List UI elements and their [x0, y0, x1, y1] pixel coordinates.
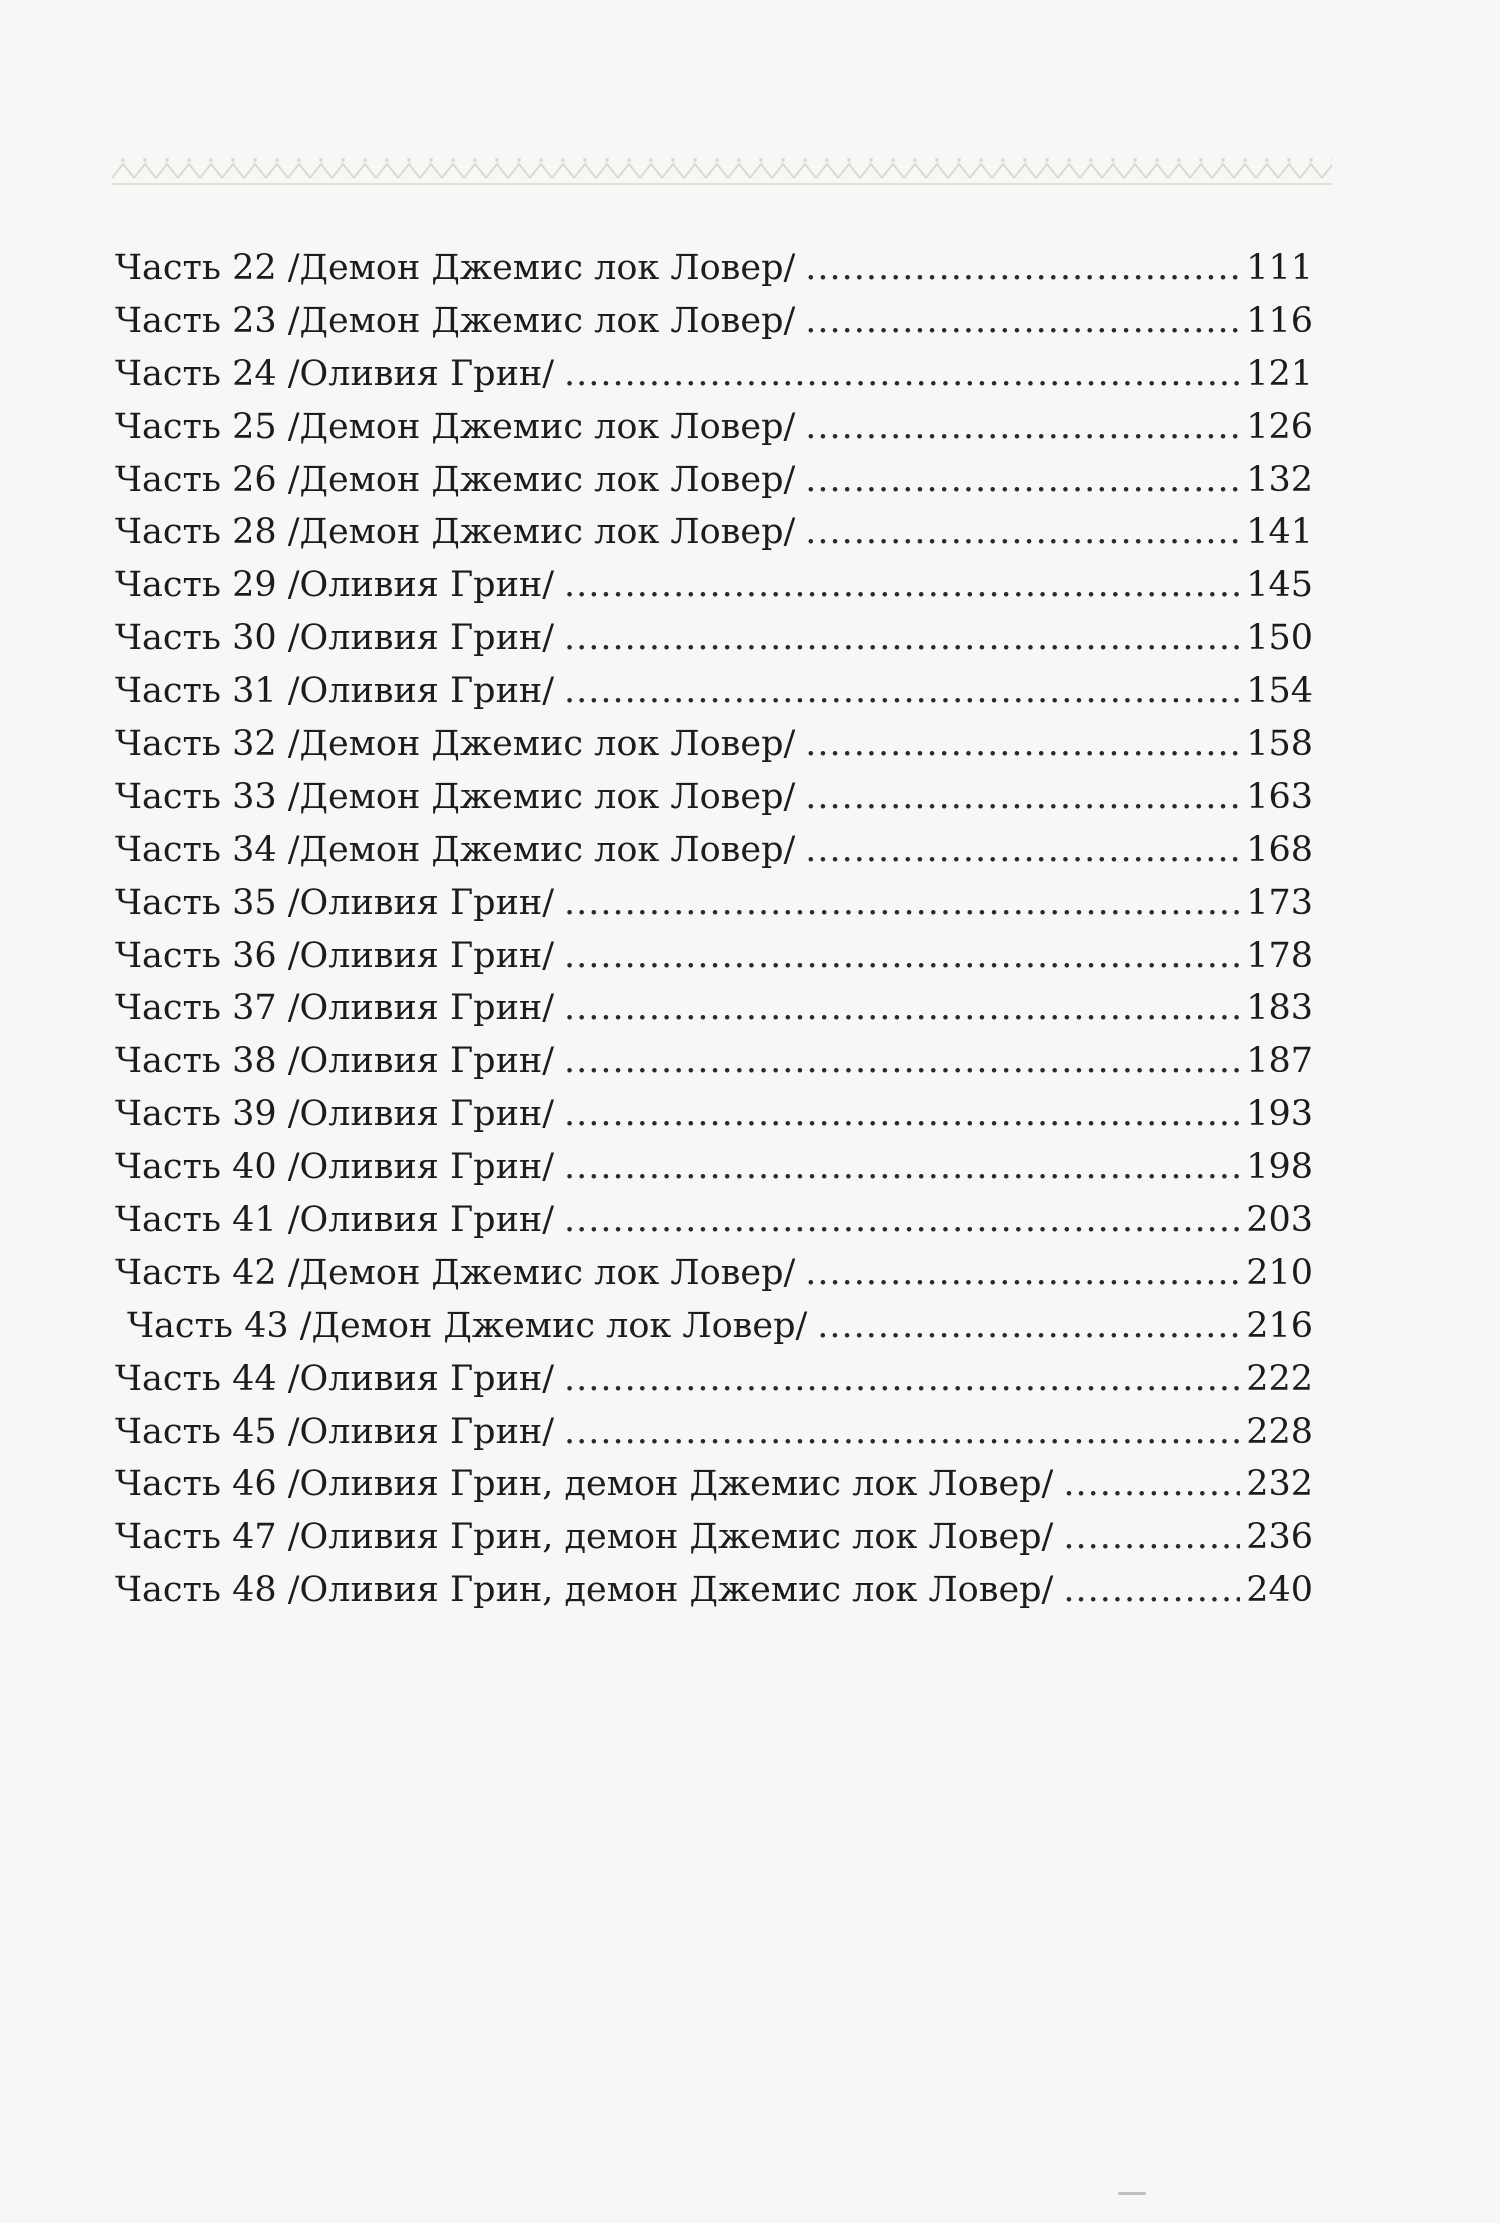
- toc-entry-page-number: 168: [1246, 829, 1313, 870]
- toc-dot-leader: [564, 1406, 1240, 1459]
- ornament-icon: [112, 150, 1332, 188]
- toc-entry-page-number: 193: [1246, 1094, 1313, 1135]
- toc-dot-leader: [1063, 1458, 1240, 1511]
- toc-entry: [115, 1511, 1313, 1564]
- toc-entry-label: Часть 32 /Демон Джемис лок Ловер/: [115, 724, 796, 765]
- toc-dot-leader: [805, 771, 1240, 824]
- toc-dot-leader: [805, 401, 1240, 454]
- toc-entry: [115, 1035, 1313, 1088]
- toc-entry-label: Часть 45 /Оливия Грин/: [115, 1411, 555, 1452]
- toc-entry-label: Часть 37 /Оливия Грин/: [115, 988, 555, 1029]
- toc-entry-page-number: 132: [1246, 459, 1313, 500]
- toc-dot-leader: [564, 1353, 1240, 1406]
- toc-entry-label: Часть 25 /Демон Джемис лок Ловер/: [115, 406, 796, 447]
- toc-entry: [115, 665, 1313, 718]
- toc-entry-page-number: 240: [1246, 1570, 1313, 1611]
- toc-entry-label: Часть 38 /Оливия Грин/: [115, 1041, 555, 1082]
- toc-dot-leader: [805, 454, 1240, 507]
- toc-entry-label: Часть 43 /Демон Джемис лок Ловер/: [127, 1305, 808, 1346]
- toc-dot-leader: [564, 982, 1240, 1035]
- toc-entry: [115, 506, 1313, 559]
- toc-entry: [115, 1564, 1313, 1617]
- toc-entry: [115, 295, 1313, 348]
- table-of-contents: [115, 242, 1313, 1617]
- toc-dot-leader: [564, 877, 1240, 930]
- toc-entry: [115, 454, 1313, 507]
- toc-dot-leader: [564, 1141, 1240, 1194]
- toc-entry-page-number: 111: [1246, 248, 1313, 288]
- toc-dot-leader: [805, 1247, 1240, 1300]
- toc-entry-label: Часть 42 /Демон Джемис лок Ловер/: [115, 1252, 796, 1293]
- toc-entry-page-number: 203: [1246, 1200, 1313, 1241]
- toc-entry-label: Часть 47 /Оливия Грин, демон Джемис лок Ловер/: [115, 1517, 1054, 1558]
- toc-entry-label: Часть 29 /Оливия Грин/: [115, 565, 555, 606]
- toc-entry-label: Часть 36 /Оливия Грин/: [115, 935, 555, 976]
- toc-entry: [115, 1300, 1313, 1353]
- toc-entry: [115, 1458, 1313, 1511]
- toc-entry-label: Часть 26 /Демон Джемис лок Ловер/: [115, 459, 796, 500]
- toc-dot-leader: [805, 506, 1240, 559]
- decorative-header-ornament: [112, 150, 1332, 188]
- toc-entry: [115, 401, 1313, 454]
- toc-entry: [115, 348, 1313, 401]
- toc-entry-label: Часть 24 /Оливия Грин/: [115, 353, 555, 394]
- toc-entry-page-number: 154: [1246, 671, 1313, 712]
- toc-entry-label: Часть 22 /Демон Джемис лок Ловер/: [115, 248, 796, 288]
- toc-entry-label: Часть 28 /Демон Джемис лок Ловер/: [115, 512, 796, 553]
- toc-dot-leader: [1063, 1511, 1240, 1564]
- toc-dot-leader: [805, 718, 1240, 771]
- toc-entry-page-number: 183: [1246, 988, 1313, 1029]
- toc-entry: [115, 559, 1313, 612]
- toc-entry: [115, 1194, 1313, 1247]
- toc-entry-label: Часть 31 /Оливия Грин/: [115, 671, 555, 712]
- toc-entry-page-number: 210: [1246, 1252, 1313, 1293]
- toc-dot-leader: [564, 1035, 1240, 1088]
- toc-entry-label: Часть 33 /Демон Джемис лок Ловер/: [115, 776, 796, 817]
- toc-entry-label: Часть 34 /Демон Джемис лок Ловер/: [115, 829, 796, 870]
- toc-entry-page-number: 121: [1246, 353, 1313, 394]
- toc-entry-label: Часть 41 /Оливия Грин/: [115, 1200, 555, 1241]
- toc-entry-page-number: 222: [1246, 1358, 1313, 1399]
- toc-dot-leader: [564, 559, 1240, 612]
- toc-entry-page-number: 145: [1246, 565, 1313, 606]
- toc-dot-leader: [564, 665, 1240, 718]
- toc-entry-page-number: 228: [1246, 1411, 1313, 1452]
- toc-dot-leader: [564, 1088, 1240, 1141]
- toc-entry-label: Часть 46 /Оливия Грин, демон Джемис лок Ловер/: [115, 1464, 1054, 1505]
- toc-entry-page-number: 216: [1246, 1305, 1313, 1346]
- toc-entry: [115, 242, 1313, 295]
- toc-entry: [115, 1353, 1313, 1406]
- toc-entry-page-number: 141: [1246, 512, 1313, 553]
- toc-dot-leader: [817, 1300, 1240, 1353]
- toc-entry-page-number: 198: [1246, 1147, 1313, 1188]
- toc-entry-label: Часть 48 /Оливия Грин, демон Джемис лок Ловер/: [115, 1570, 1054, 1611]
- toc-entry: [115, 1141, 1313, 1194]
- toc-entry-label: Часть 30 /Оливия Грин/: [115, 618, 555, 659]
- toc-entry-page-number: 232: [1246, 1464, 1313, 1505]
- toc-entry: [115, 771, 1313, 824]
- toc-entry-page-number: 173: [1246, 882, 1313, 923]
- toc-entry-page-number: 178: [1246, 935, 1313, 976]
- toc-entry-label: Часть 35 /Оливия Грин/: [115, 882, 555, 923]
- toc-entry-page-number: 163: [1246, 776, 1313, 817]
- toc-entry: [115, 1088, 1313, 1141]
- toc-dot-leader: [1063, 1564, 1240, 1617]
- toc-entry-label: Часть 39 /Оливия Грин/: [115, 1094, 555, 1135]
- toc-dot-leader: [564, 612, 1240, 665]
- toc-entry-page-number: 126: [1246, 406, 1313, 447]
- toc-entry: [115, 877, 1313, 930]
- toc-dot-leader: [564, 348, 1240, 401]
- toc-entry-label: Часть 40 /Оливия Грин/: [115, 1147, 555, 1188]
- toc-dot-leader: [564, 1194, 1240, 1247]
- toc-entry: [115, 1247, 1313, 1300]
- toc-entry-page-number: 158: [1246, 724, 1313, 765]
- toc-dot-leader: [805, 242, 1240, 295]
- toc-entry: [115, 930, 1313, 983]
- toc-entry: [115, 718, 1313, 771]
- toc-dot-leader: [805, 295, 1240, 348]
- toc-entry-page-number: 150: [1246, 618, 1313, 659]
- toc-entry: [115, 612, 1313, 665]
- toc-entry: [115, 982, 1313, 1035]
- toc-entry-label: Часть 44 /Оливия Грин/: [115, 1358, 555, 1399]
- toc-entry-page-number: 236: [1246, 1517, 1313, 1558]
- paper-speck: [1118, 2192, 1146, 2195]
- toc-entry: [115, 1406, 1313, 1459]
- toc-entry-page-number: 116: [1246, 300, 1313, 341]
- toc-entry-page-number: 187: [1246, 1041, 1313, 1082]
- toc-entry-label: Часть 23 /Демон Джемис лок Ловер/: [115, 300, 796, 341]
- toc-dot-leader: [805, 824, 1240, 877]
- toc-entry: [115, 824, 1313, 877]
- toc-dot-leader: [564, 930, 1240, 983]
